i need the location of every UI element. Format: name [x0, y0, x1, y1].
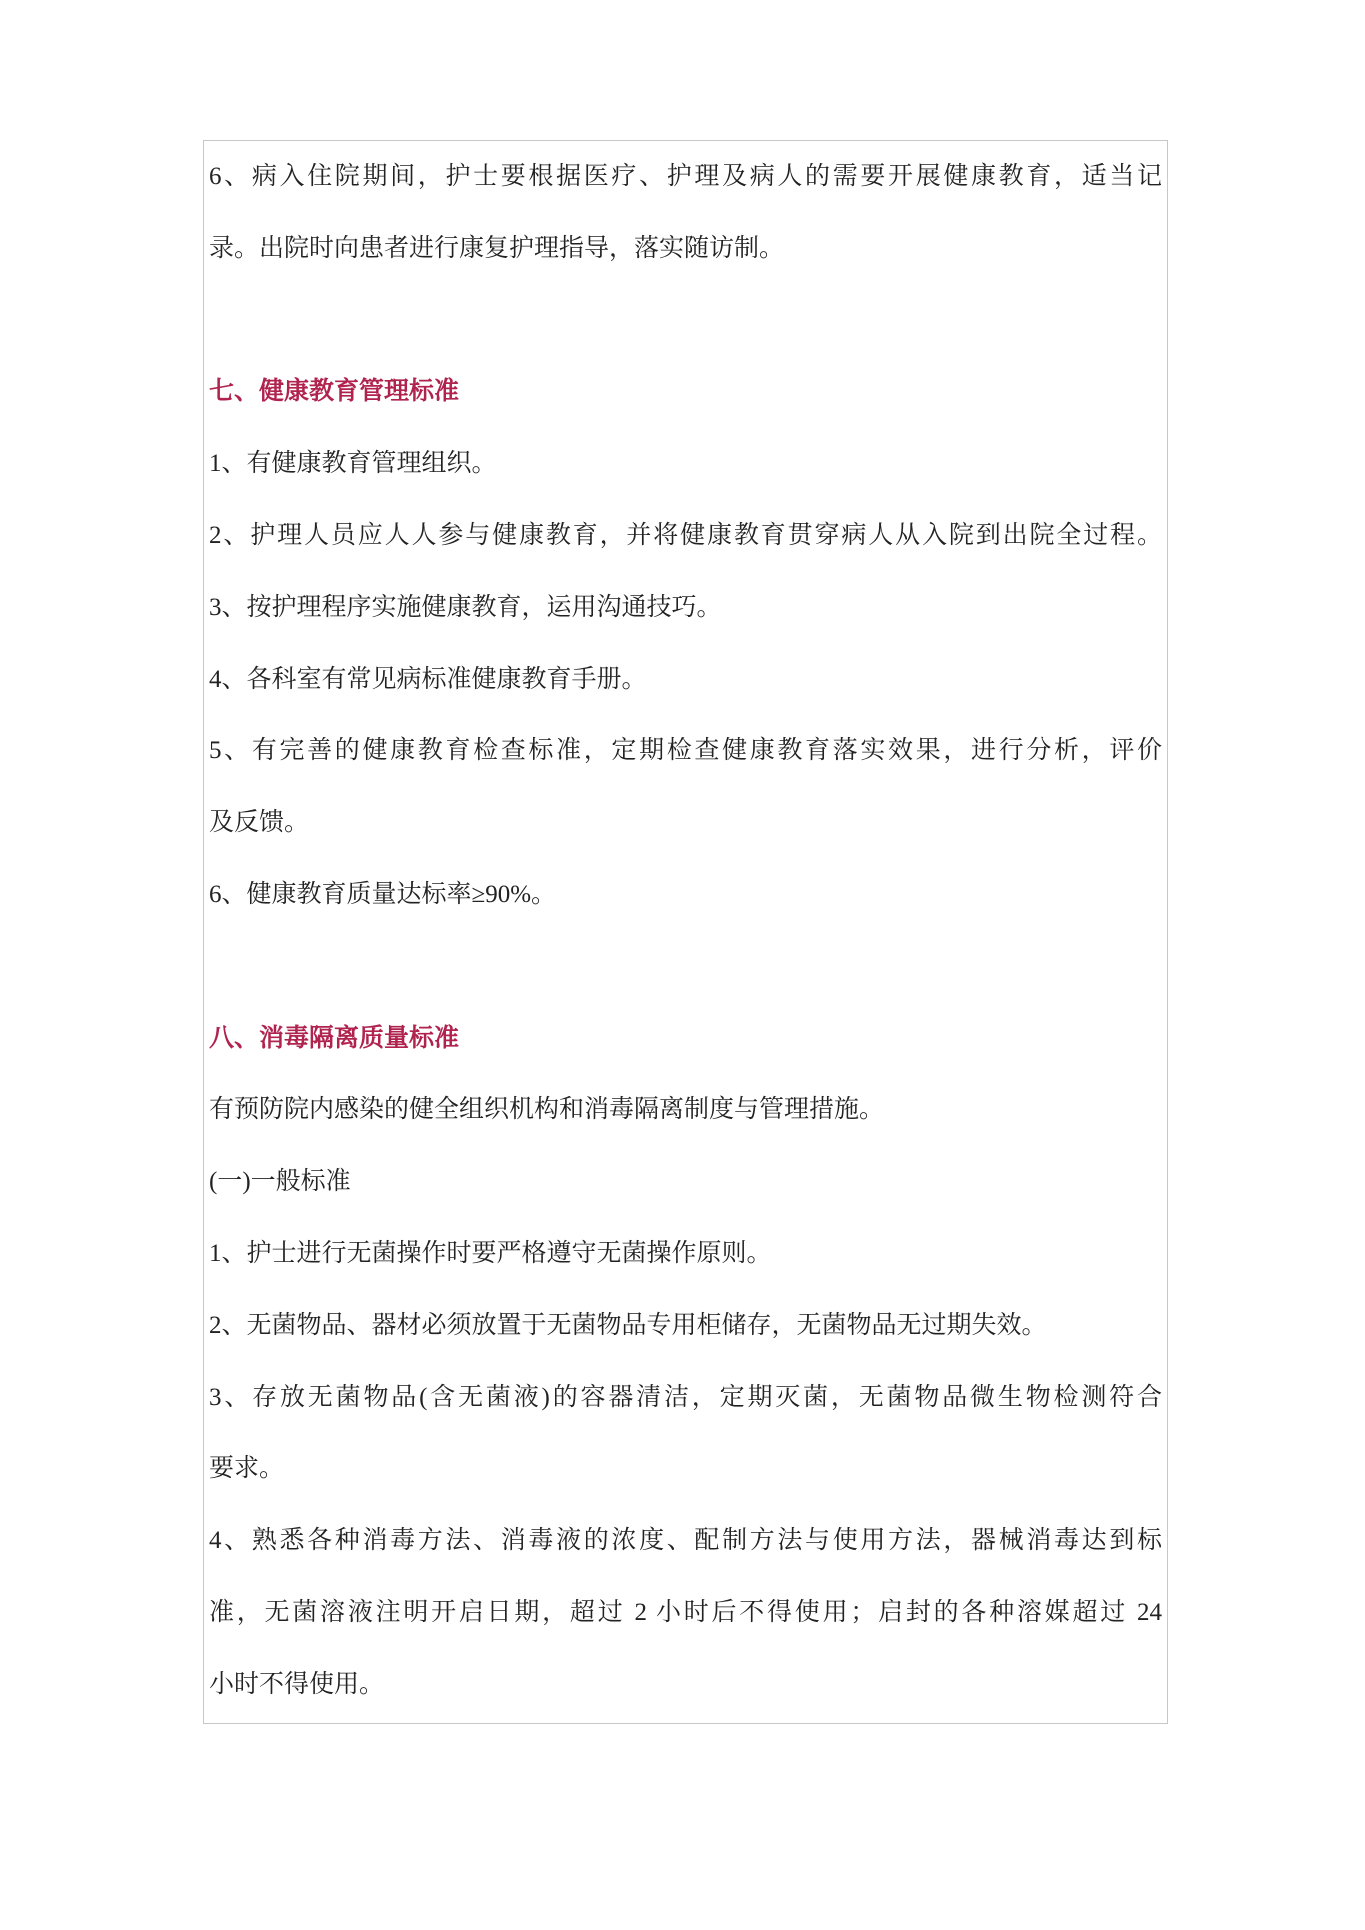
list-item: 2、无菌物品、器材必须放置于无菌物品专用柜储存，无菌物品无过期失效。	[209, 1311, 1047, 1339]
paragraph-line: 录。出院时向患者进行康复护理指导，落实随访制。	[209, 234, 785, 262]
list-item-continuation: 及反馈。	[209, 809, 310, 837]
list-item: 1、护士进行无菌操作时要严格遵守无菌操作原则。	[209, 1239, 772, 1267]
content-frame	[203, 140, 1168, 1724]
blank-line	[209, 931, 1162, 1003]
list-item: 4、熟悉各种消毒方法、消毒液的浓度、配制方法与使用方法，器械消毒达到标	[209, 1527, 1162, 1555]
subheading: (一)一般标准	[209, 1168, 351, 1196]
list-item: 5、有完善的健康教育检查标准，定期检查健康教育落实效果，进行分析，评价	[209, 737, 1162, 765]
section-intro: 有预防院内感染的健全组织机构和消毒隔离制度与管理措施。	[209, 1096, 885, 1124]
section-heading: 七、健康教育管理标准	[209, 378, 460, 406]
list-item: 3、存放无菌物品(含无菌液)的容器清洁，定期灭菌，无菌物品微生物检测符合	[209, 1383, 1162, 1411]
list-item-continuation: 准，无菌溶液注明开启日期，超过 2 小时后不得使用；启封的各种溶媒超过 24	[209, 1598, 1162, 1626]
paragraph-line: 6、病入住院期间，护士要根据医疗、护理及病人的需要开展健康教育，适当记	[209, 163, 1162, 190]
section-heading: 八、消毒隔离质量标准	[209, 1024, 460, 1052]
list-item: 4、各科室有常见病标准健康教育手册。	[209, 665, 647, 693]
list-item-continuation: 要求。	[209, 1455, 285, 1483]
blank-line	[209, 285, 1162, 357]
list-item: 1、有健康教育管理组织。	[209, 450, 497, 478]
list-item: 6、健康教育质量达标率≥90%。	[209, 880, 557, 908]
list-item: 3、按护理程序实施健康教育，运用沟通技巧。	[209, 593, 722, 621]
list-item: 2、护理人员应人人参与健康教育，并将健康教育贯穿病人从入院到出院全过程。	[209, 521, 1162, 549]
list-item-continuation: 小时不得使用。	[209, 1670, 385, 1698]
